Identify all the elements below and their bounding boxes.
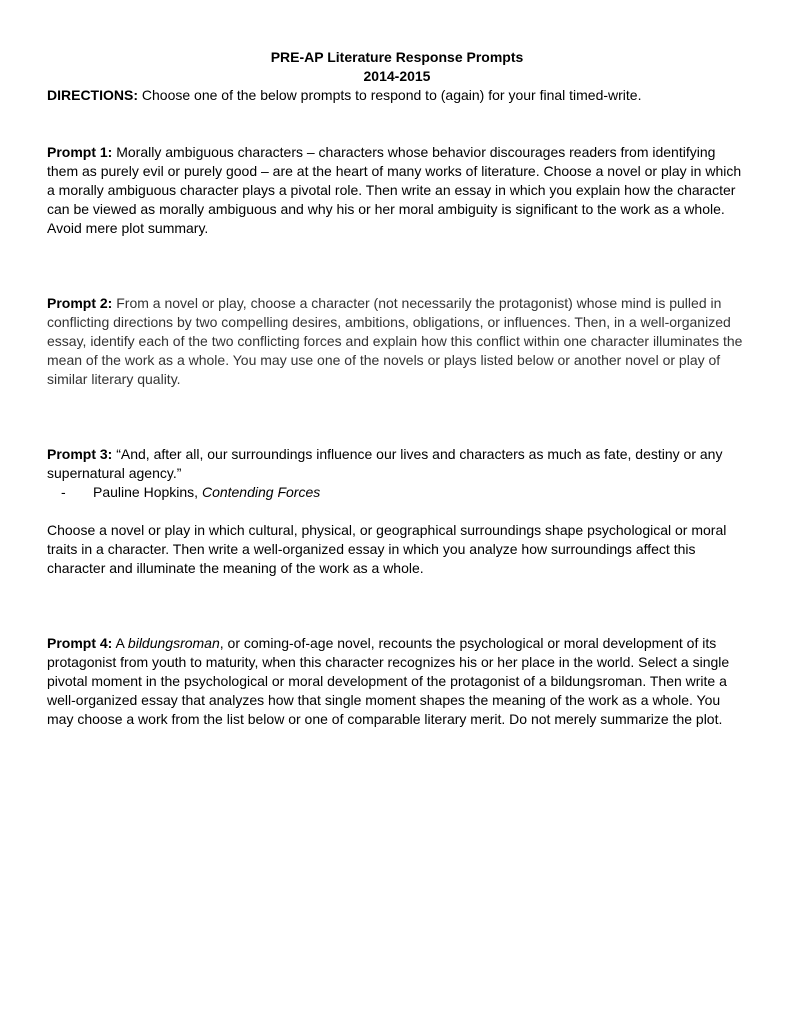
prompt-1 <box>47 143 747 238</box>
prompt-3 <box>47 445 747 578</box>
directions-label: DIRECTIONS: <box>47 87 138 103</box>
attribution-work: Contending Forces <box>201 484 321 500</box>
directions-paragraph <box>47 86 747 105</box>
prompt-3-quote-paragraph <box>47 445 747 483</box>
prompt-4 <box>47 634 747 729</box>
prompt-2 <box>47 294 747 389</box>
document-title: PRE-AP Literature Response Prompts <box>270 49 524 65</box>
prompt-4-text-before: A <box>112 635 128 651</box>
prompt-4-label: Prompt 4: <box>47 635 113 651</box>
prompt-1-label: Prompt 1: <box>47 144 113 160</box>
prompt-4-term: bildungsroman <box>127 635 220 651</box>
prompt-3-label: Prompt 3: <box>47 446 113 462</box>
document-year: 2014-2015 <box>363 68 431 84</box>
prompt-2-text: From a novel or play, choose a character (not necessarily the protagonist) whose mind is pulled in conflicting directions by two compelling desires, ambitions, obligations, or influences. Then, in a well-organized essay, identify each of the two conflicting forces and explain how this conflict within one character illuminates the mean of the work as a whole. You may use one of the novels or plays listed below or another novel or play of similar literary quality. <box>47 295 743 387</box>
document-header <box>47 48 747 86</box>
attribution-author: Pauline Hopkins, <box>93 484 202 500</box>
prompt-3-body: Choose a novel or play in which cultural, physical, or geographical surroundings shape psychological or moral traits in a character. Then write a well-organized essay in which you analyze how surroundings affect this character and illuminate the meaning of the work as a whole. <box>47 522 727 576</box>
prompt-3-quote: “And, after all, our surroundings influence our lives and characters as much as fate, destiny or any supernatural agency.” <box>47 446 723 481</box>
prompt-3-attribution <box>47 483 747 502</box>
prompt-2-label: Prompt 2: <box>47 295 113 311</box>
document-page <box>47 48 747 729</box>
attribution-dash: - <box>61 484 66 500</box>
prompt-1-text: Morally ambiguous characters – characters whose behavior discourages readers from identifying them as purely evil or purely good – are at the heart of many works of literature. Choose a novel or play in which a morally ambiguous character plays a pivotal role. Then write an essay in which you explain how the character can be viewed as morally ambiguous and why his or her moral ambiguity is significant to the work as a whole. Avoid mere plot summary. <box>47 144 742 236</box>
prompt-4-text-after: , or coming-of-age novel, recounts the psychological or moral development of its protagonist from youth to maturity, when this character recognizes his or her place in the world. Select a single pivotal moment in the psychological or moral development of the protagonist of a bildungsroman. Then write a well-organized essay that analyzes how that single moment shapes the meaning of the work as a whole. You may choose a work from the list below or one of comparable literary merit. Do not merely summarize the plot. <box>47 635 730 727</box>
directions-text: Choose one of the below prompts to respond to (again) for your final timed-write. <box>138 87 642 103</box>
